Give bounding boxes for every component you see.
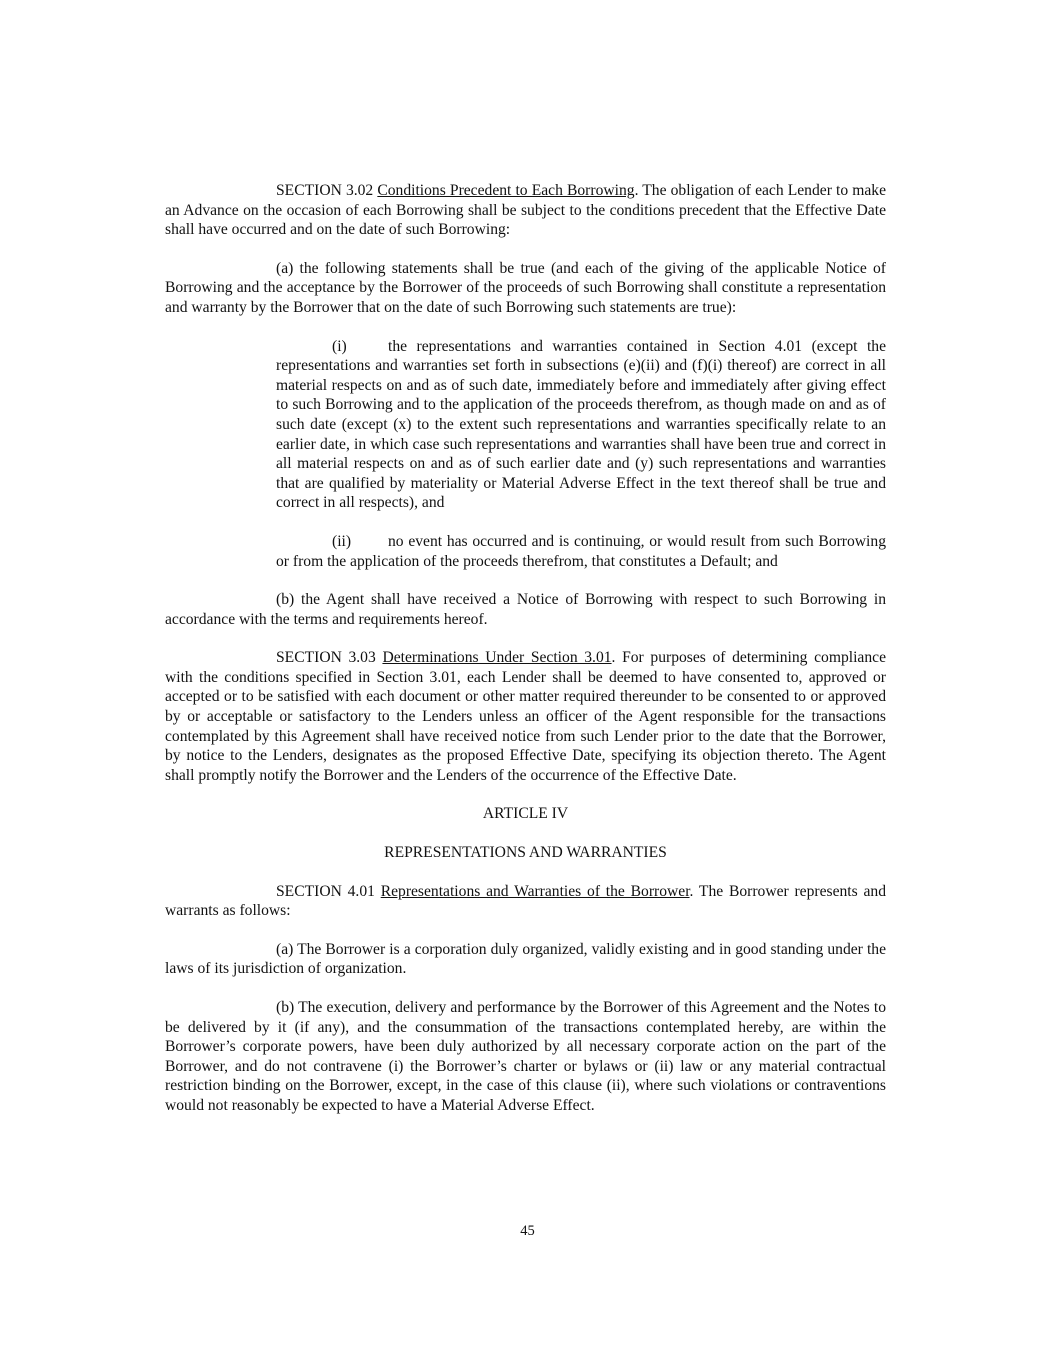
clause-ii-number: (ii) xyxy=(332,532,352,550)
clause-i-number: (i) xyxy=(332,337,347,355)
section-3-02-clause-b: (b) the Agent shall have received a Notice of Borrowing with respect to such Borrowing in accordance with the terms and requirements hereof. xyxy=(165,591,886,628)
section-4-01-label: SECTION 4.01 xyxy=(276,882,375,900)
clause-ii-text: no event has occurred and is continuing, or would result from such Borrowing or from the application of the proceeds therefrom, that constitutes a Default; and xyxy=(276,532,886,570)
section-3-02-body: . The obligation of each Lender to make an Advance on the occasion of each Borrowing shall be subject to the conditions precedent that the Effective Date shall have occurred and on the date of such Borrowing: xyxy=(165,182,886,239)
section-3-02-clause-a-ii xyxy=(276,532,886,571)
section-4-01-body: . The Borrower represents and warrants as follows: xyxy=(165,882,886,920)
article-title: REPRESENTATIONS AND WARRANTIES xyxy=(384,844,667,862)
section-4-01-paragraph xyxy=(165,882,886,921)
section-4-01-clause-b: (b) The execution, delivery and performance by the Borrower of this Agreement and the Notes to be delivered by it (if any), and the consummation of the transactions contemplated hereby, are within the Borrower’s corporate powers, have been duly authorized by all necessary corporate action on the part of the Borrower, and do not contravene (i) the Borrower’s charter or bylaws or (ii) law or any material contractual restriction binding on the Borrower, except, in the case of this clause (ii), where such violations or contraventions would not reasonably be expected to have a Material Adverse Effect. xyxy=(165,999,886,1114)
section-4-01-clause-a: (a) The Borrower is a corporation duly organized, validly existing and in good standing under the laws of its jurisdiction of organization. xyxy=(165,940,886,978)
section-3-03-title: Determinations Under Section 3.01 xyxy=(382,649,612,667)
section-3-02-title: Conditions Precedent to Each Borrowing xyxy=(377,182,635,199)
section-3-03-label: SECTION 3.03 xyxy=(276,649,376,667)
page-number: 45 xyxy=(520,1223,535,1239)
section-3-03-paragraph xyxy=(165,648,886,785)
article-number: ARTICLE IV xyxy=(482,805,569,823)
clause-i-text: the representations and warranties contained in Section 4.01 (except the representations and warranties set forth in subsections (e)(ii) and (f)(i) thereof) are correct in all material respects on and as of such date, immediately before and immediately after giving effect to such Borrowing and to the application of the proceeds therefrom, as though made on and as of such date (except (x) to the extent such representations and warranties specifically relate to an earlier date, in which case such representations and warranties shall have been true and correct in all material respects on and as of such earlier date and (y) such representations and warranties that are qualified by materiality or Material Adverse Effect in the text thereof shall be true and correct in all respects), and xyxy=(276,337,886,512)
section-3-03-body: . For purposes of determining compliance with the conditions specified in Section 3.01, each Lender shall be deemed to have consented to, approved or accepted or to be satisfied with each document or other matter required thereunder to be consented to or approved by or acceptable or satisfactory to the Lenders unless an officer of the Agent responsible for the transactions contemplated by this Agreement shall have received notice from such Lender prior to the date that the Borrower, by notice to the Lenders, designates as the proposed Effective Date, specifying its objection thereto. The Agent shall promptly notify the Borrower and the Lenders of the occurrence of the Effective Date. xyxy=(165,649,886,784)
section-3-02-label: SECTION 3.02 xyxy=(276,182,374,199)
section-3-02-clause-a-i xyxy=(276,337,886,513)
section-3-02-paragraph xyxy=(165,181,886,240)
section-4-01-title: Representations and Warranties of the Borrower xyxy=(380,882,690,900)
document-page xyxy=(165,181,886,1116)
section-3-02-clause-a: (a) the following statements shall be true (and each of the giving of the applicable Notice of Borrowing and the acceptance by the Borrower of the proceeds of such Borrowing shall constitute a representation and warranty by the Borrower that on the date of such Borrowing such statements are true): xyxy=(165,259,886,316)
